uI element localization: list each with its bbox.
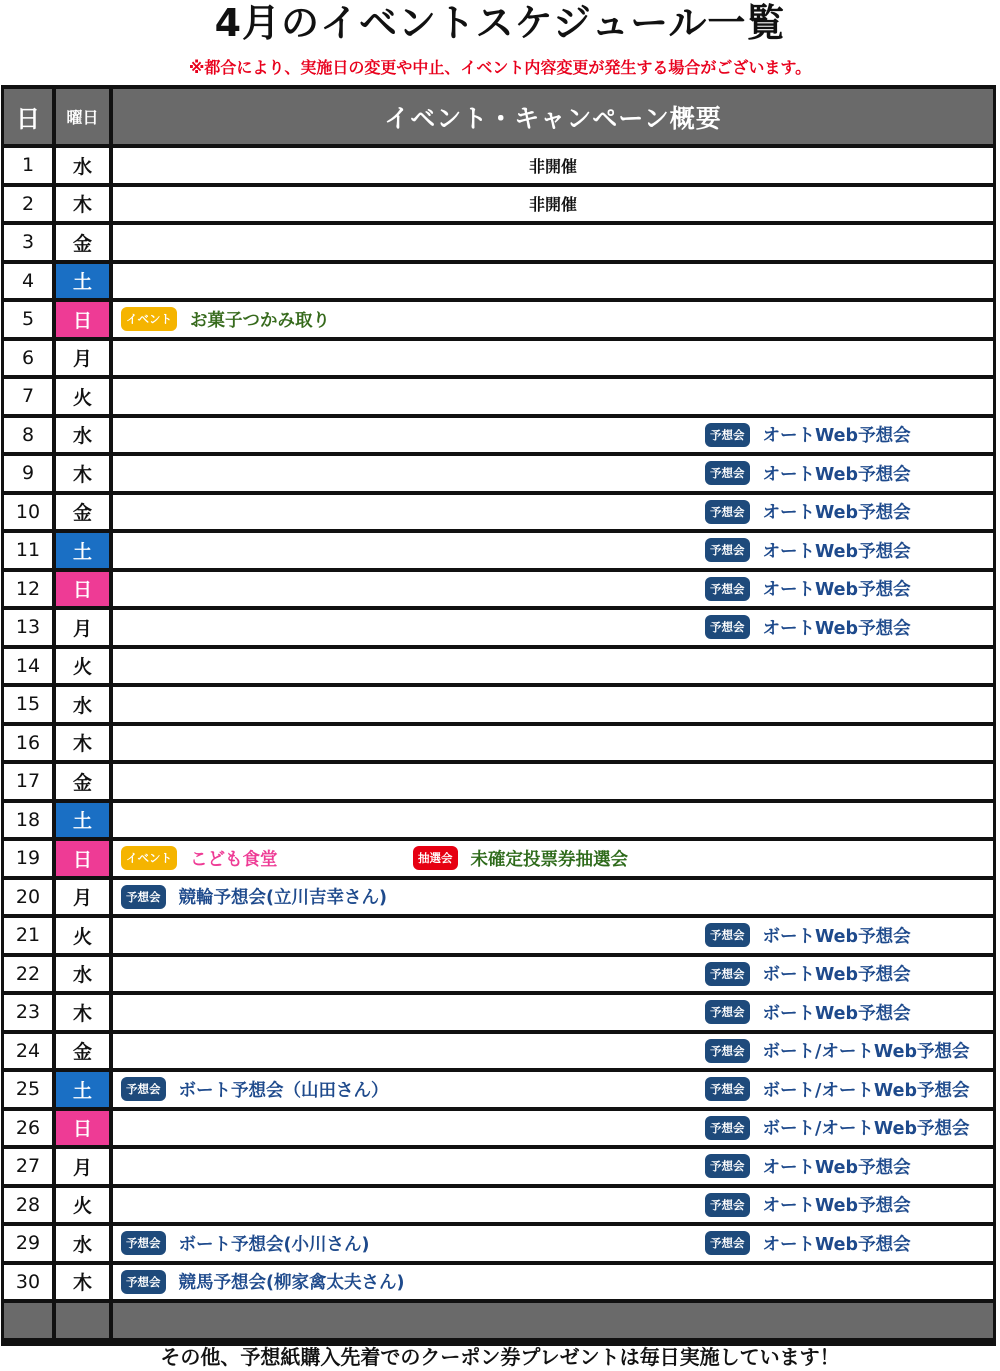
event-cell (113, 957, 993, 992)
weekday-cell: 土 (56, 803, 109, 838)
page-title: 4月のイベントスケジュール一覧 (214, 1, 786, 45)
event-title: オートWeb予想会 (762, 541, 911, 562)
table-row (4, 1265, 993, 1300)
weekday-cell: 木 (56, 187, 109, 222)
event-cell (113, 456, 993, 491)
day-cell: 5 (4, 302, 52, 337)
event-entry (121, 302, 330, 337)
table-footer-row (4, 1303, 993, 1338)
event-entry (705, 995, 911, 1030)
header-weekday: 曜日 (56, 89, 109, 144)
event-entry (121, 841, 278, 876)
event-type-badge: 予想会 (705, 1077, 750, 1101)
day-cell: 13 (4, 610, 52, 645)
day-cell: 27 (4, 1149, 52, 1184)
event-cell (113, 726, 993, 761)
weekday-cell: 日 (56, 1111, 109, 1146)
event-entry (705, 572, 911, 607)
table-row (4, 225, 993, 260)
event-cell (113, 841, 993, 876)
event-title: ボート/オートWeb予想会 (762, 1080, 970, 1101)
event-entry (705, 1149, 911, 1184)
event-cell (113, 495, 993, 530)
event-cell (113, 995, 993, 1030)
event-title: オートWeb予想会 (762, 1196, 911, 1217)
table-row (4, 995, 993, 1030)
day-cell: 3 (4, 225, 52, 260)
event-entry (705, 1226, 911, 1261)
event-type-badge: 予想会 (121, 885, 166, 909)
table-row (4, 918, 993, 953)
event-title: オートWeb予想会 (762, 1234, 911, 1255)
footer-weekday-cell (56, 1303, 109, 1338)
event-entry (705, 533, 911, 568)
day-cell: 17 (4, 764, 52, 799)
event-cell (113, 418, 993, 453)
footer-note: その他、予想紙購入先着でのクーポン券プレゼントは毎日実施しています！ (160, 1345, 840, 1369)
schedule-table (1, 85, 996, 1346)
event-entry (413, 841, 628, 876)
table-body (4, 148, 993, 1299)
table-row (4, 456, 993, 491)
day-cell: 29 (4, 1226, 52, 1261)
table-row (4, 495, 993, 530)
table-row (4, 1111, 993, 1146)
table-row (4, 1034, 993, 1069)
day-cell: 30 (4, 1265, 52, 1300)
event-type-badge: 予想会 (705, 538, 750, 562)
day-cell: 9 (4, 456, 52, 491)
weekday-cell: 日 (56, 302, 109, 337)
event-cell (113, 1265, 993, 1300)
event-title: お菓子つかみ取り (190, 310, 330, 331)
table-row (4, 302, 993, 337)
event-cell (113, 533, 993, 568)
header-day: 日 (4, 89, 52, 144)
event-entry (705, 610, 911, 645)
event-entry (705, 495, 911, 530)
event-type-badge: 予想会 (705, 923, 750, 947)
event-title: ボートWeb予想会 (762, 965, 911, 986)
event-type-badge: 予想会 (121, 1077, 166, 1101)
event-type-badge: 予想会 (705, 1116, 750, 1140)
weekday-cell: 火 (56, 649, 109, 684)
event-title: オートWeb予想会 (762, 1157, 911, 1178)
weekday-cell: 木 (56, 1265, 109, 1300)
weekday-cell: 月 (56, 880, 109, 915)
event-cell (113, 148, 993, 183)
event-cell (113, 341, 993, 376)
event-cell (113, 1149, 993, 1184)
event-type-badge: 抽選会 (413, 846, 458, 870)
day-cell: 26 (4, 1111, 52, 1146)
day-cell: 4 (4, 264, 52, 299)
event-type-badge: 予想会 (705, 1000, 750, 1024)
table-row (4, 379, 993, 414)
event-title: オートWeb予想会 (762, 618, 911, 639)
event-type-badge: 予想会 (705, 577, 750, 601)
no-event-text: 非開催 (528, 195, 577, 215)
event-cell (113, 572, 993, 607)
event-type-badge: 予想会 (705, 1231, 750, 1255)
event-entry (705, 456, 911, 491)
event-cell (113, 1226, 993, 1261)
event-type-badge: イベント (121, 307, 177, 331)
weekday-cell: 金 (56, 225, 109, 260)
event-entry (705, 1111, 969, 1146)
event-entry (121, 1226, 370, 1261)
event-entry (705, 957, 911, 992)
day-cell: 1 (4, 148, 52, 183)
event-title: ボート予想会（山田さん） (178, 1080, 389, 1101)
weekday-cell: 金 (56, 495, 109, 530)
event-title: 競輪予想会(立川吉幸さん) (178, 888, 387, 909)
weekday-cell: 月 (56, 610, 109, 645)
weekday-cell: 水 (56, 687, 109, 722)
day-cell: 7 (4, 379, 52, 414)
event-title: オートWeb予想会 (762, 580, 911, 601)
table-row (4, 533, 993, 568)
weekday-cell: 月 (56, 341, 109, 376)
event-cell (113, 880, 993, 915)
event-title: オートWeb予想会 (762, 426, 911, 447)
event-cell (113, 1188, 993, 1223)
table-row (4, 1226, 993, 1261)
event-type-badge: 予想会 (705, 500, 750, 524)
table-row (4, 187, 993, 222)
day-cell: 11 (4, 533, 52, 568)
event-entry (705, 1034, 969, 1069)
day-cell: 21 (4, 918, 52, 953)
day-cell: 24 (4, 1034, 52, 1069)
table-row (4, 841, 993, 876)
weekday-cell: 金 (56, 1034, 109, 1069)
event-cell (113, 649, 993, 684)
table-row (4, 341, 993, 376)
event-title: 競馬予想会(柳家禽太夫さん) (178, 1273, 405, 1294)
weekday-cell: 金 (56, 764, 109, 799)
weekday-cell: 火 (56, 379, 109, 414)
weekday-cell: 土 (56, 1072, 109, 1107)
event-title: ボート予想会(小川さん) (178, 1234, 370, 1255)
event-type-badge: 予想会 (121, 1231, 166, 1255)
table-row (4, 957, 993, 992)
header-events: イベント・キャンペーン概要 (113, 89, 993, 144)
weekday-cell: 日 (56, 572, 109, 607)
weekday-cell: 月 (56, 1149, 109, 1184)
event-type-badge: 予想会 (121, 1270, 166, 1294)
day-cell: 23 (4, 995, 52, 1030)
footer-event-cell (113, 1303, 993, 1338)
event-type-badge: 予想会 (705, 423, 750, 447)
weekday-cell: 木 (56, 726, 109, 761)
event-entry (121, 1072, 389, 1107)
table-row (4, 649, 993, 684)
event-type-badge: 予想会 (705, 461, 750, 485)
event-type-badge: 予想会 (705, 615, 750, 639)
event-title: オートWeb予想会 (762, 464, 911, 485)
event-cell (113, 803, 993, 838)
event-cell (113, 610, 993, 645)
event-title: ボート/オートWeb予想会 (762, 1042, 970, 1063)
day-cell: 15 (4, 687, 52, 722)
weekday-cell: 日 (56, 841, 109, 876)
table-row (4, 764, 993, 799)
day-cell: 28 (4, 1188, 52, 1223)
event-title: ボートWeb予想会 (762, 1003, 911, 1024)
event-cell (113, 225, 993, 260)
event-entry (705, 1072, 969, 1107)
event-cell (113, 1034, 993, 1069)
day-cell: 18 (4, 803, 52, 838)
weekday-cell: 水 (56, 418, 109, 453)
event-cell (113, 302, 993, 337)
weekday-cell: 火 (56, 918, 109, 953)
weekday-cell: 木 (56, 456, 109, 491)
day-cell: 16 (4, 726, 52, 761)
event-entry (121, 1265, 405, 1300)
day-cell: 12 (4, 572, 52, 607)
table-row (4, 1188, 993, 1223)
table-row (4, 610, 993, 645)
table-row (4, 264, 993, 299)
weekday-cell: 土 (56, 264, 109, 299)
event-entry (705, 918, 911, 953)
weekday-cell: 水 (56, 957, 109, 992)
day-cell: 22 (4, 957, 52, 992)
event-type-badge: 予想会 (705, 1193, 750, 1217)
event-entry (705, 1188, 911, 1223)
weekday-cell: 木 (56, 995, 109, 1030)
weekday-cell: 火 (56, 1188, 109, 1223)
event-title: オートWeb予想会 (762, 503, 911, 524)
day-cell: 2 (4, 187, 52, 222)
event-cell (113, 1111, 993, 1146)
event-cell (113, 379, 993, 414)
weekday-cell: 水 (56, 1226, 109, 1261)
day-cell: 10 (4, 495, 52, 530)
day-cell: 19 (4, 841, 52, 876)
change-notice: ※都合により、実施日の変更や中止、イベント内容変更が発生する場合がございます。 (188, 58, 812, 77)
day-cell: 25 (4, 1072, 52, 1107)
day-cell: 20 (4, 880, 52, 915)
event-cell (113, 187, 993, 222)
event-cell (113, 918, 993, 953)
table-row (4, 1072, 993, 1107)
table-row (4, 148, 993, 183)
table-row (4, 1149, 993, 1184)
weekday-cell: 土 (56, 533, 109, 568)
event-title: ボート/オートWeb予想会 (762, 1119, 970, 1140)
event-type-badge: 予想会 (705, 1154, 750, 1178)
day-cell: 6 (4, 341, 52, 376)
event-title: 未確定投票券抽選会 (470, 849, 628, 870)
event-type-badge: 予想会 (705, 962, 750, 986)
event-entry (121, 880, 387, 915)
table-row (4, 687, 993, 722)
event-title: ボートWeb予想会 (762, 926, 911, 947)
table-header (4, 89, 993, 144)
weekday-cell: 水 (56, 148, 109, 183)
table-row (4, 803, 993, 838)
no-event-text: 非開催 (528, 156, 577, 176)
table-row (4, 880, 993, 915)
table-row (4, 572, 993, 607)
footer-day-cell (4, 1303, 52, 1338)
event-entry (705, 418, 911, 453)
event-cell (113, 687, 993, 722)
table-row (4, 418, 993, 453)
event-cell (113, 264, 993, 299)
event-title: こども食堂 (190, 849, 278, 870)
event-type-badge: 予想会 (705, 1039, 750, 1063)
event-type-badge: イベント (121, 846, 177, 870)
table-row (4, 726, 993, 761)
day-cell: 14 (4, 649, 52, 684)
day-cell: 8 (4, 418, 52, 453)
event-cell (113, 764, 993, 799)
event-cell (113, 1072, 993, 1107)
